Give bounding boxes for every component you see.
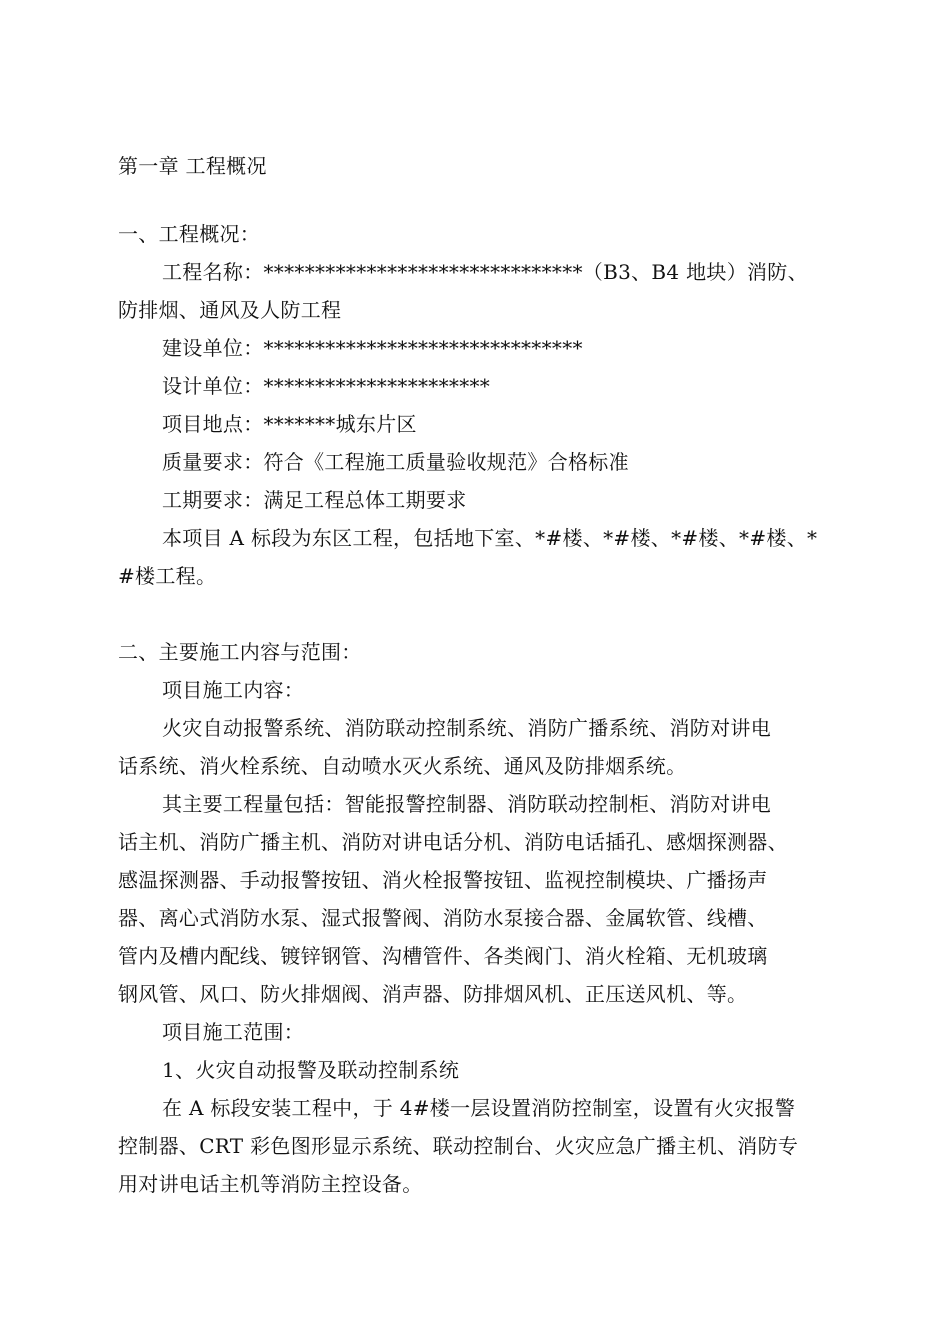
quantities-line2: 话主机、消防广播主机、消防对讲电话分机、消防电话插孔、感烟探测器、	[118, 830, 788, 854]
section1-heading: 一、工程概况：	[118, 222, 261, 246]
scope-line1: 本项目 A 标段为东区工程，包括地下室、*#楼、*#楼、*#楼、*#楼、*	[162, 526, 818, 550]
systems-line2: 话系统、消火栓系统、自动喷水灭火系统、通风及防排烟系统。	[118, 754, 687, 778]
section2-heading: 二、主要施工内容与范围：	[118, 640, 362, 664]
location-line: 项目地点：*******城东片区	[162, 412, 417, 436]
quantities-line4: 器、离心式消防水泵、湿式报警阀、消防水泵接合器、金属软管、线槽、	[118, 906, 768, 930]
quality-line: 质量要求：符合《工程施工质量验收规范》合格标准	[162, 450, 629, 474]
project-name-line2: 防排烟、通风及人防工程	[118, 298, 342, 322]
project-name-line1: 工程名称：*******************************（B3、B4 地块）消防、	[162, 260, 808, 284]
quantities-line1: 其主要工程量包括：智能报警控制器、消防联动控制柜、消防对讲电	[162, 792, 771, 816]
designer-line: 设计单位：**********************	[162, 374, 491, 398]
item1-title: 1、火灾自动报警及联动控制系统	[162, 1058, 460, 1082]
quantities-line5: 管内及槽内配线、镀锌钢管、沟槽管件、各类阀门、消火栓箱、无机玻璃	[118, 944, 768, 968]
range-label: 项目施工范围：	[162, 1020, 305, 1044]
chapter-title: 第一章 工程概况	[118, 154, 267, 178]
item1-line1: 在 A 标段安装工程中，于 4#楼一层设置消防控制室，设置有火灾报警	[162, 1096, 796, 1120]
content-label: 项目施工内容：	[162, 678, 305, 702]
schedule-line: 工期要求：满足工程总体工期要求	[162, 488, 467, 512]
client-line: 建设单位：*******************************	[162, 336, 583, 360]
systems-line1: 火灾自动报警系统、消防联动控制系统、消防广播系统、消防对讲电	[162, 716, 771, 740]
item1-line2: 控制器、CRT 彩色图形显示系统、联动控制台、火灾应急广播主机、消防专	[118, 1134, 799, 1158]
item1-line3: 用对讲电话主机等消防主控设备。	[118, 1172, 423, 1196]
quantities-line3: 感温探测器、手动报警按钮、消火栓报警按钮、监视控制模块、广播扬声	[118, 868, 768, 892]
quantities-line6: 钢风管、风口、防火排烟阀、消声器、防排烟风机、正压送风机、等。	[118, 982, 748, 1006]
scope-line2: #楼工程。	[118, 564, 217, 588]
